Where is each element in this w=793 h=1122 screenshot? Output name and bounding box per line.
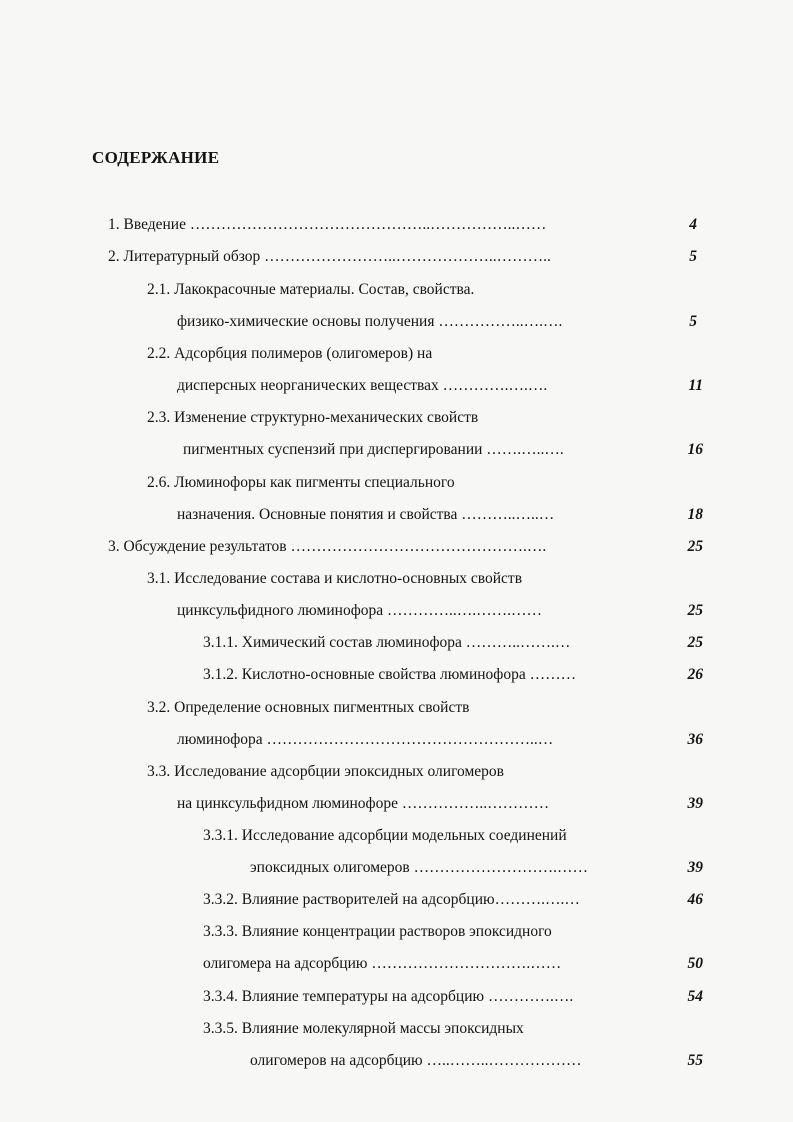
toc-line: 3.3.5. Влияние молекулярной массы эпоксидных xyxy=(203,1020,524,1037)
toc-line: дисперсных неорганических веществах ………….….…. xyxy=(177,377,548,394)
toc-line: 3.2. Определение основных пигментных свойств xyxy=(147,699,470,716)
toc-page-number: 26 xyxy=(687,666,703,683)
toc-line: олигомеров на адсорбцию …..……..……………… xyxy=(250,1052,582,1069)
toc-page-number: 25 xyxy=(687,602,703,619)
toc-line: эпоксидных олигомеров ……………………….…… xyxy=(250,859,588,876)
toc-page-number: 36 xyxy=(687,731,703,748)
toc-line: 3.3.3. Влияние концентрации растворов эпоксидного xyxy=(203,923,552,940)
toc-page-number: 54 xyxy=(687,988,703,1005)
toc-line: 2.2. Адсорбция полимеров (олигомеров) на xyxy=(147,345,433,362)
toc-line: 3.3.4. Влияние температуры на адсорбцию ………….…. xyxy=(203,988,574,1005)
toc-page-number: 46 xyxy=(687,891,703,908)
toc-page-number: 25 xyxy=(687,634,703,651)
toc-line: 1. Введение ………………………………………..……………..…… xyxy=(108,216,547,233)
toc-line: назначения. Основные понятия и свойства ………..…..… xyxy=(177,506,555,523)
toc-page-number: 39 xyxy=(687,859,703,876)
toc-line: на цинксульфидном люминофоре ……………..………… xyxy=(177,795,550,812)
toc-line: люминофора ……………………………………………..… xyxy=(177,731,554,748)
toc-page-number: 5 xyxy=(689,313,697,330)
toc-page-number: 5 xyxy=(689,248,697,265)
toc-page-number: 16 xyxy=(687,441,703,458)
toc-page-number: 18 xyxy=(687,506,703,523)
toc-line: физико-химические основы получения ……………..….…. xyxy=(177,313,563,330)
toc-line: 3.1. Исследование состава и кислотно-основных свойств xyxy=(147,570,523,587)
toc-line: 3.3.2. Влияние растворителей на адсорбцию……….….… xyxy=(203,891,580,908)
toc-line: 2.6. Люминофоры как пигменты специального xyxy=(147,474,455,491)
toc-line: 3.3.1. Исследование адсорбции модельных соединений xyxy=(203,827,567,844)
toc-page-number: 11 xyxy=(688,377,703,394)
toc-line: цинксульфидного люминофора …………..….…….…… xyxy=(177,602,542,619)
page-title: СОДЕРЖАНИЕ xyxy=(92,148,220,167)
toc-page-number: 39 xyxy=(687,795,703,812)
toc-page-number: 25 xyxy=(687,538,703,555)
toc-line: олигомера на адсорбцию ………………………….…… xyxy=(203,955,562,972)
toc-page-number: 50 xyxy=(687,955,703,972)
toc-line: пигментных суспензий при диспергировании …….…..…. xyxy=(183,441,564,458)
toc-page-number: 4 xyxy=(689,216,697,233)
toc-line: 3.1.1. Химический состав люминофора ………..…….… xyxy=(203,634,571,651)
toc-line: 2.3. Изменение структурно-механических свойств xyxy=(147,409,479,426)
toc-line: 3.3. Исследование адсорбции эпоксидных олигомеров xyxy=(147,763,504,780)
toc-page-number: 55 xyxy=(687,1052,703,1069)
toc-line: 2. Литературный обзор ……………………..………………..……….. xyxy=(108,248,551,265)
toc-line: 3.1.2. Кислотно-основные свойства люминофора ……… xyxy=(203,666,577,683)
toc-line: 2.1. Лакокрасочные материалы. Состав, свойства. xyxy=(147,281,475,298)
toc-line: 3. Обсуждение результатов ……………………………………….…. xyxy=(108,538,547,555)
